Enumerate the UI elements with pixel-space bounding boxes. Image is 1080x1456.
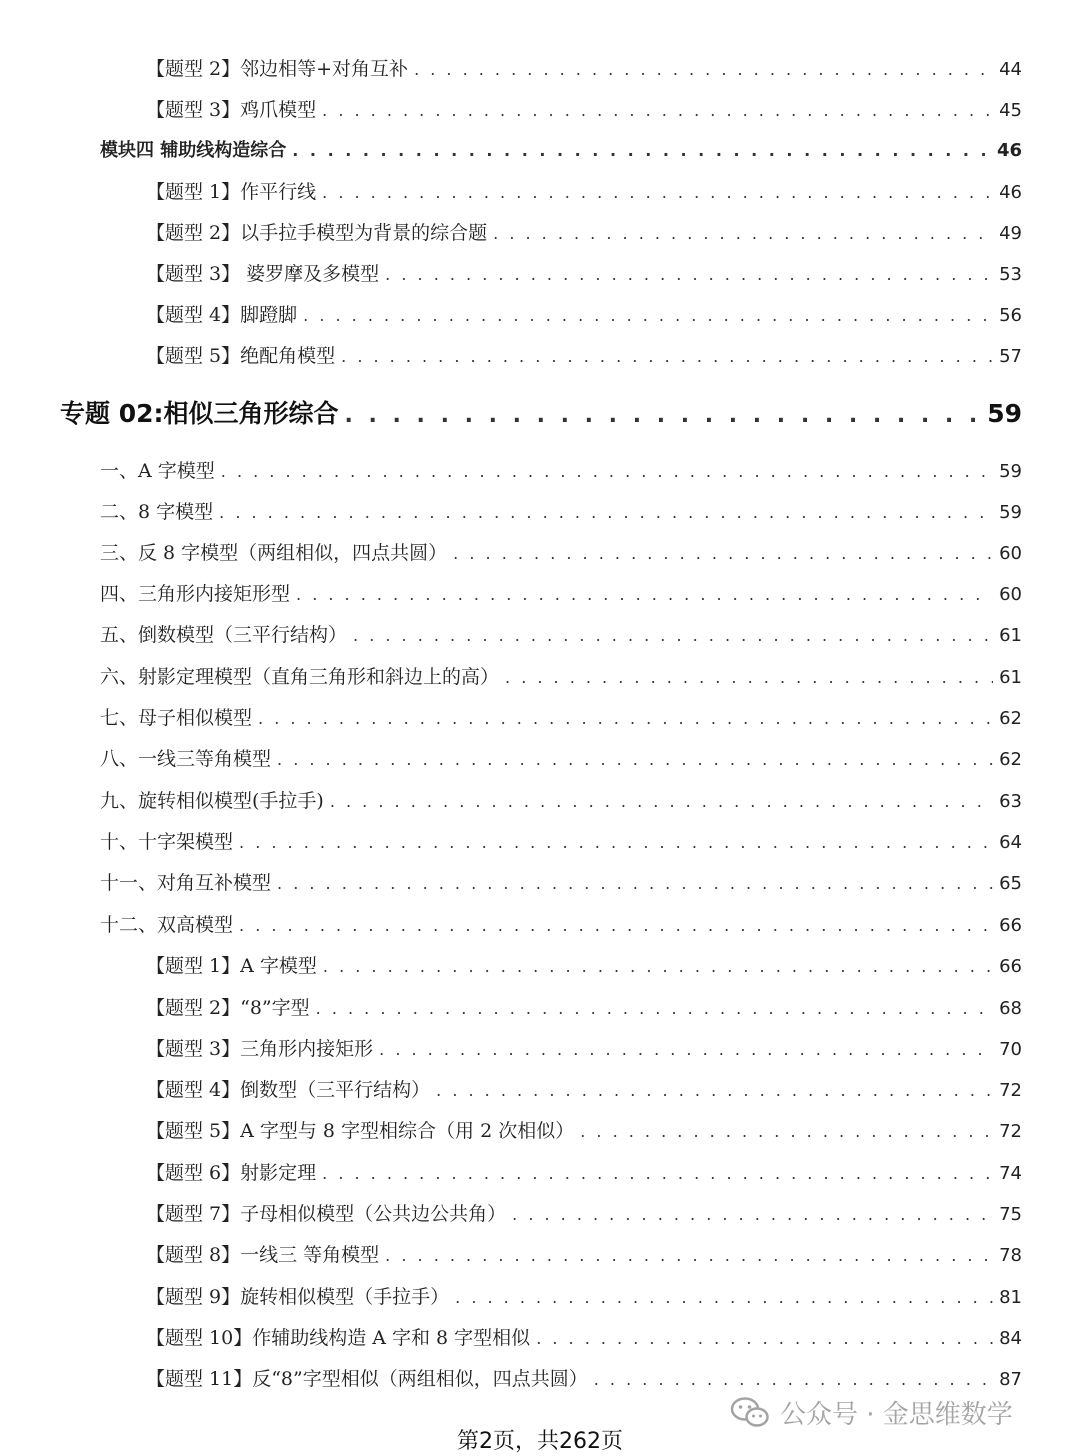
toc-entry-page: 74: [999, 1163, 1022, 1184]
toc-entry[interactable]: [146, 57, 1022, 82]
dot-leader: [239, 831, 993, 855]
toc-entry[interactable]: [100, 623, 1022, 648]
toc-entry-page: 53: [999, 264, 1022, 285]
dot-leader: [277, 748, 993, 772]
dot-leader: [453, 542, 993, 566]
toc-entry-title: 【题型 5】A 字型与 8 字型相综合（用 2 次相似）: [146, 1120, 575, 1142]
toc-chapter-entry[interactable]: [60, 398, 1022, 432]
toc-entry-title: 三、反 8 字模型（两组相似，四点共圆）: [100, 542, 448, 564]
toc-entry-page: 75: [999, 1204, 1022, 1225]
dot-leader: [345, 400, 982, 432]
toc-entry[interactable]: [146, 1367, 1022, 1392]
toc-entry[interactable]: [100, 747, 1022, 772]
toc-entry-title: 【题型 1】作平行线: [146, 181, 317, 203]
dot-leader: [512, 1203, 993, 1227]
toc-entry[interactable]: [146, 1119, 1022, 1144]
toc-entry[interactable]: [100, 706, 1022, 731]
dot-leader: [219, 501, 993, 525]
dot-leader: [385, 1244, 993, 1268]
toc-entry[interactable]: [100, 500, 1022, 525]
toc-entry[interactable]: [100, 541, 1022, 566]
toc-entry-title: 五、倒数模型（三平行结构）: [100, 624, 348, 646]
toc-entry[interactable]: [100, 459, 1022, 484]
toc-entry-title: 模块四 辅助线构造综合: [100, 140, 287, 161]
toc-entry-title: 【题型 2】以手拉手模型为背景的综合题: [146, 222, 488, 244]
toc-entry-title: 【题型 9】旋转相似模型（手拉手）: [146, 1286, 450, 1308]
toc-entry[interactable]: [146, 221, 1022, 246]
toc-entry[interactable]: [146, 1285, 1022, 1310]
toc-entry-title: 一、A 字模型: [100, 460, 215, 482]
toc-entry-title: 七、母子相似模型: [100, 707, 253, 729]
toc-entry[interactable]: [146, 98, 1022, 123]
dot-leader: [594, 1368, 993, 1392]
toc-entry-page: 46: [996, 140, 1022, 161]
toc-entry-title: 专题 02:相似三角形综合: [60, 399, 339, 428]
toc-entry-title: 四、三角形内接矩形型: [100, 583, 291, 605]
dot-leader: [493, 222, 993, 246]
toc-entry[interactable]: [146, 1326, 1022, 1351]
dot-leader: [277, 872, 993, 896]
toc-entry-title: 二、8 字模型: [100, 501, 214, 523]
toc-entry-title: 【题型 10】作辅助线构造 A 字和 8 字型相似: [146, 1327, 531, 1349]
dot-leader: [303, 304, 993, 328]
toc-entry-page: 84: [999, 1328, 1022, 1349]
dot-leader: [296, 583, 993, 607]
toc-entry-title: 【题型 2】邻边相等+对角互补: [146, 58, 409, 80]
dot-leader: [330, 790, 993, 814]
toc-entry-page: 72: [999, 1121, 1022, 1142]
toc-entry[interactable]: [146, 1161, 1022, 1186]
dot-leader: [322, 181, 993, 205]
toc-entry-title: 八、一线三等角模型: [100, 748, 272, 770]
toc-entry-title: 十、十字架模型: [100, 831, 234, 853]
toc-entry-page: 62: [999, 708, 1022, 729]
toc-entry[interactable]: [100, 665, 1022, 690]
dot-leader: [414, 58, 993, 82]
toc-entry[interactable]: [100, 830, 1022, 855]
toc-entry-title: 九、旋转相似模型(手拉手): [100, 790, 324, 812]
toc-entry-title: 十二、双高模型: [100, 914, 234, 936]
dot-leader: [322, 99, 993, 123]
dot-leader: [379, 1038, 993, 1062]
page-number-footer: 第2页，共262页: [457, 1429, 623, 1454]
dot-leader: [455, 1286, 993, 1310]
toc-entry-page: 78: [999, 1245, 1022, 1266]
toc-entry-title: 【题型 11】反“8”字型相似（两组相似，四点共圆）: [146, 1368, 588, 1390]
toc-entry-page: 59: [999, 461, 1022, 482]
dot-leader: [323, 955, 993, 979]
toc-entry[interactable]: [146, 1078, 1022, 1103]
toc-entry-title: 【题型 2】“8”字型: [146, 997, 310, 1019]
dot-leader: [316, 997, 993, 1021]
toc-entry-page: 66: [999, 956, 1022, 977]
toc-entry[interactable]: [146, 303, 1022, 328]
toc-entry-title: 【题型 3】鸡爪模型: [146, 99, 317, 121]
toc-entry-title: 十一、对角互补模型: [100, 872, 272, 894]
toc-entry-title: 六、射影定理模型（直角三角形和斜边上的高）: [100, 666, 500, 688]
toc-entry-page: 59: [999, 502, 1022, 523]
dot-leader: [436, 1079, 993, 1103]
toc-entry[interactable]: [146, 1243, 1022, 1268]
dot-leader: [536, 1327, 993, 1351]
toc-entry-title: 【题型 3】三角形内接矩形: [146, 1038, 374, 1060]
toc-entry-title: 【题型 4】脚蹬脚: [146, 304, 298, 326]
toc-entry-page: 44: [999, 59, 1022, 80]
dot-leader: [258, 707, 993, 731]
toc-entry-title: 【题型 8】一线三 等角模型: [146, 1244, 380, 1266]
dot-leader: [221, 460, 993, 484]
toc-entry[interactable]: [146, 1037, 1022, 1062]
dot-leader: [580, 1120, 993, 1144]
toc-entry-page: 60: [999, 584, 1022, 605]
toc-entry-page: 46: [999, 182, 1022, 203]
dot-leader: [322, 1162, 993, 1186]
toc-entry-page: 45: [999, 100, 1022, 121]
dot-leader: [385, 263, 993, 287]
toc-entry[interactable]: [146, 996, 1022, 1021]
toc-entry[interactable]: [100, 913, 1022, 938]
toc-entry-title: 【题型 6】射影定理: [146, 1162, 317, 1184]
toc-entry[interactable]: [100, 789, 1022, 814]
toc-entry[interactable]: [146, 262, 1022, 287]
toc-entry-page: 49: [999, 223, 1022, 244]
toc-entry-page: 66: [999, 915, 1022, 936]
toc-entry-page: 63: [999, 791, 1022, 812]
toc-entry-page: 65: [999, 873, 1022, 894]
toc-entry-page: 56: [999, 305, 1022, 326]
toc-entry-title: 【题型 5】绝配角模型: [146, 345, 336, 367]
toc-entry-page: 70: [999, 1039, 1022, 1060]
toc-entry-title: 【题型 4】倒数型（三平行结构）: [146, 1079, 431, 1101]
toc-entry-page: 81: [999, 1287, 1022, 1308]
dot-leader: [353, 624, 993, 648]
watermark-text: 公众号 · 金思维数学: [780, 1400, 1013, 1430]
toc-entry[interactable]: [100, 871, 1022, 896]
toc-entry-title: 【题型 7】子母相似模型（公共边公共角）: [146, 1203, 507, 1225]
toc-entry-title: 【题型 1】A 字模型: [146, 955, 317, 977]
dot-leader: [292, 139, 991, 163]
toc-entry-page: 68: [999, 998, 1022, 1019]
dot-leader: [239, 914, 993, 938]
toc-module-entry[interactable]: [100, 139, 1022, 163]
toc-entry-page: 87: [999, 1369, 1022, 1390]
toc-entry-title: 【题型 3】 婆罗摩及多模型: [146, 263, 380, 285]
toc-entry[interactable]: [100, 582, 1022, 607]
toc-entry-page: 59: [987, 399, 1022, 428]
toc-entry-page: 57: [999, 346, 1022, 367]
dot-leader: [505, 666, 993, 690]
toc-entry-page: 72: [999, 1080, 1022, 1101]
dot-leader: [341, 345, 993, 369]
toc-entry-page: 64: [999, 832, 1022, 853]
toc-entry[interactable]: [146, 954, 1022, 979]
toc-entry[interactable]: [146, 180, 1022, 205]
toc-entry-page: 61: [999, 625, 1022, 646]
toc-entry[interactable]: [146, 344, 1022, 369]
toc-entry[interactable]: [146, 1202, 1022, 1227]
toc-entry-page: 60: [999, 543, 1022, 564]
toc-entry-page: 61: [999, 667, 1022, 688]
toc-entry-page: 62: [999, 749, 1022, 770]
